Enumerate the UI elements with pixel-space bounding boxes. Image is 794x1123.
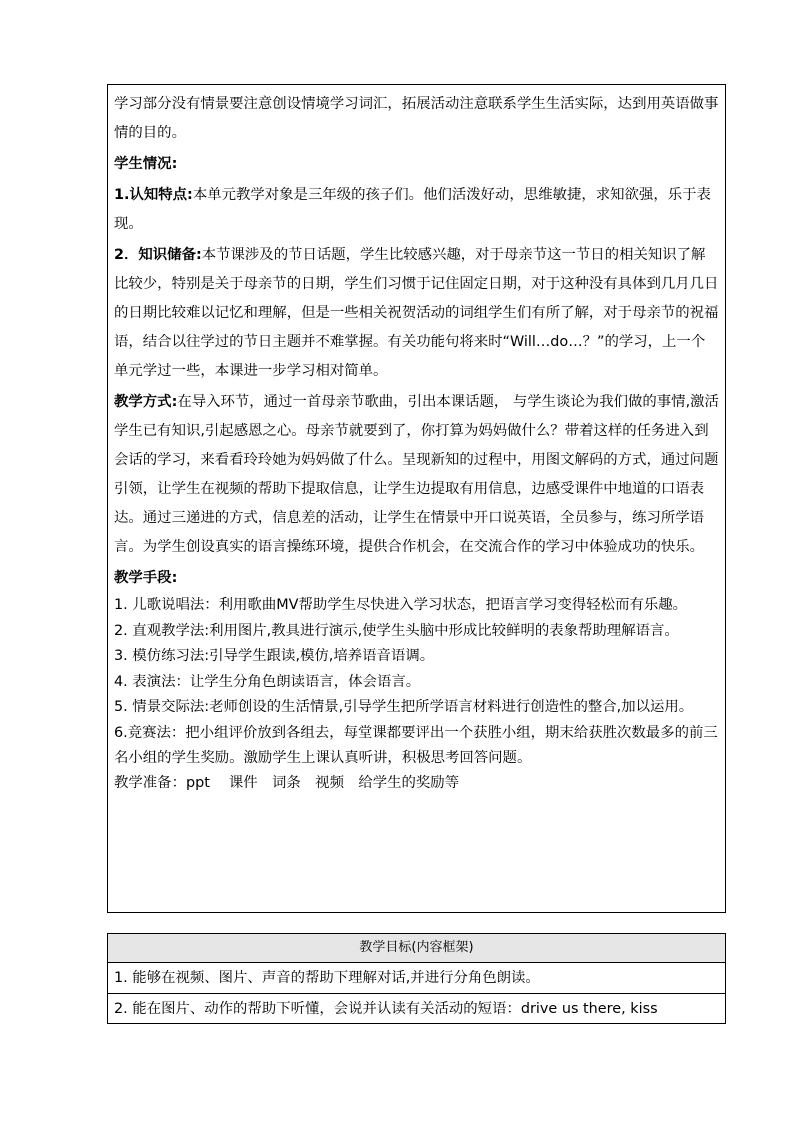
cognitive-text: 本单元教学对象是三年级的孩子们。他们活泼好动，思维敏捷，求知欲强，乐于表现。 [114, 187, 711, 232]
teaching-prep: 教学准备：ppt 课件 词条 视频 给学生的奖励等 [114, 774, 460, 791]
method-paragraph [114, 388, 719, 562]
intro-paragraph: 学习部分没有情景要注意创设情境学习词汇，拓展活动注意联系学生生活实际，达到用英语做事情的目的。 [114, 96, 719, 141]
means-list [114, 593, 719, 794]
list-item: 6.竞赛法：把小组评价放到各组去，每堂课都要评出一个获胜小组，期末给获胜次数最多的前三名小组的学生奖励。激励学生上课认真听讲，积极思考回答问题。 [114, 724, 718, 766]
cognitive-paragraph [114, 181, 719, 239]
table-header: 教学目标(内容框架) [108, 934, 725, 963]
table-row: 2. 能在图片、动作的帮助下听懂，会说并认读有关活动的短语：drive us there, kiss [114, 1001, 658, 1017]
table-row: 1. 能够在视频、图片、声音的帮助下理解对话,并进行分角色朗读。 [108, 963, 725, 994]
list-item: 2. 直观教学法:利用图片,教具进行演示,使学生头脑中形成比较鲜明的表象帮助理解语言。 [114, 622, 679, 639]
knowledge-label: 2．知识储备: [114, 247, 202, 263]
list-item: 3. 模仿练习法:引导学生跟读,模仿,培养语音语调。 [114, 648, 435, 664]
teaching-analysis-section [107, 84, 726, 913]
teaching-goals-table [107, 933, 726, 1024]
cognitive-label: 1.认知特点: [114, 187, 193, 203]
list-item: 1. 儿歌说唱法：利用歌曲MV帮助学生尽快进入学习状态，把语言学习变得轻松而有乐趣。 [114, 597, 688, 613]
means-heading: 教学手段: [114, 570, 178, 586]
knowledge-paragraph [114, 241, 719, 386]
knowledge-text: 本节课涉及的节日话题，学生比较感兴趣，对于母亲节这一节日的相关知识了解比较少，特别是关于母亲节的日期，学生们习惯于记住固定日期，对于这种没有具体到几月几日的日期比较难以记忆和理解，但是一些相关祝贺活动的词组学生们有所了解，对于母亲节的祝福语，结合以往学过的节日主题并不难掌握。有关功能句将来时“Will…do…？”的学习，上一个单元学过一些，本课进一步学习相对简单。 [114, 247, 719, 379]
method-text: 在导入环节，通过一首母亲节歌曲，引出本课话题， 与学生谈论为我们做的事情,激活学生已有知识,引起感恩之心。母亲节就要到了，你打算为妈妈做什么？带着这样的任务进入到会话的学习，来看看玲玲她为妈妈做了什么。呈现新知的过程中，用图文解码的方式，通过问题引领，让学生在视频的帮助下提取信息，让学生边提取有用信息，边感受课件中地道的口语表达。通过三递进的方式，信息差的活动，让学生在情景中开口说英语，全员参与，练习所学语言。为学生创设真实的语言操练环境，提供合作机会，在交流合作的学习中体验成功的快乐。 [114, 394, 719, 555]
list-item: 5. 情景交际法:老师创设的生活情景,引导学生把所学语言材料进行创造性的整合,加以运用。 [114, 699, 694, 715]
students-heading: 学生情况: [114, 156, 178, 172]
method-label: 教学方式: [114, 394, 178, 410]
list-item: 4. 表演法：让学生分角色朗读语言，体会语言。 [114, 673, 421, 690]
